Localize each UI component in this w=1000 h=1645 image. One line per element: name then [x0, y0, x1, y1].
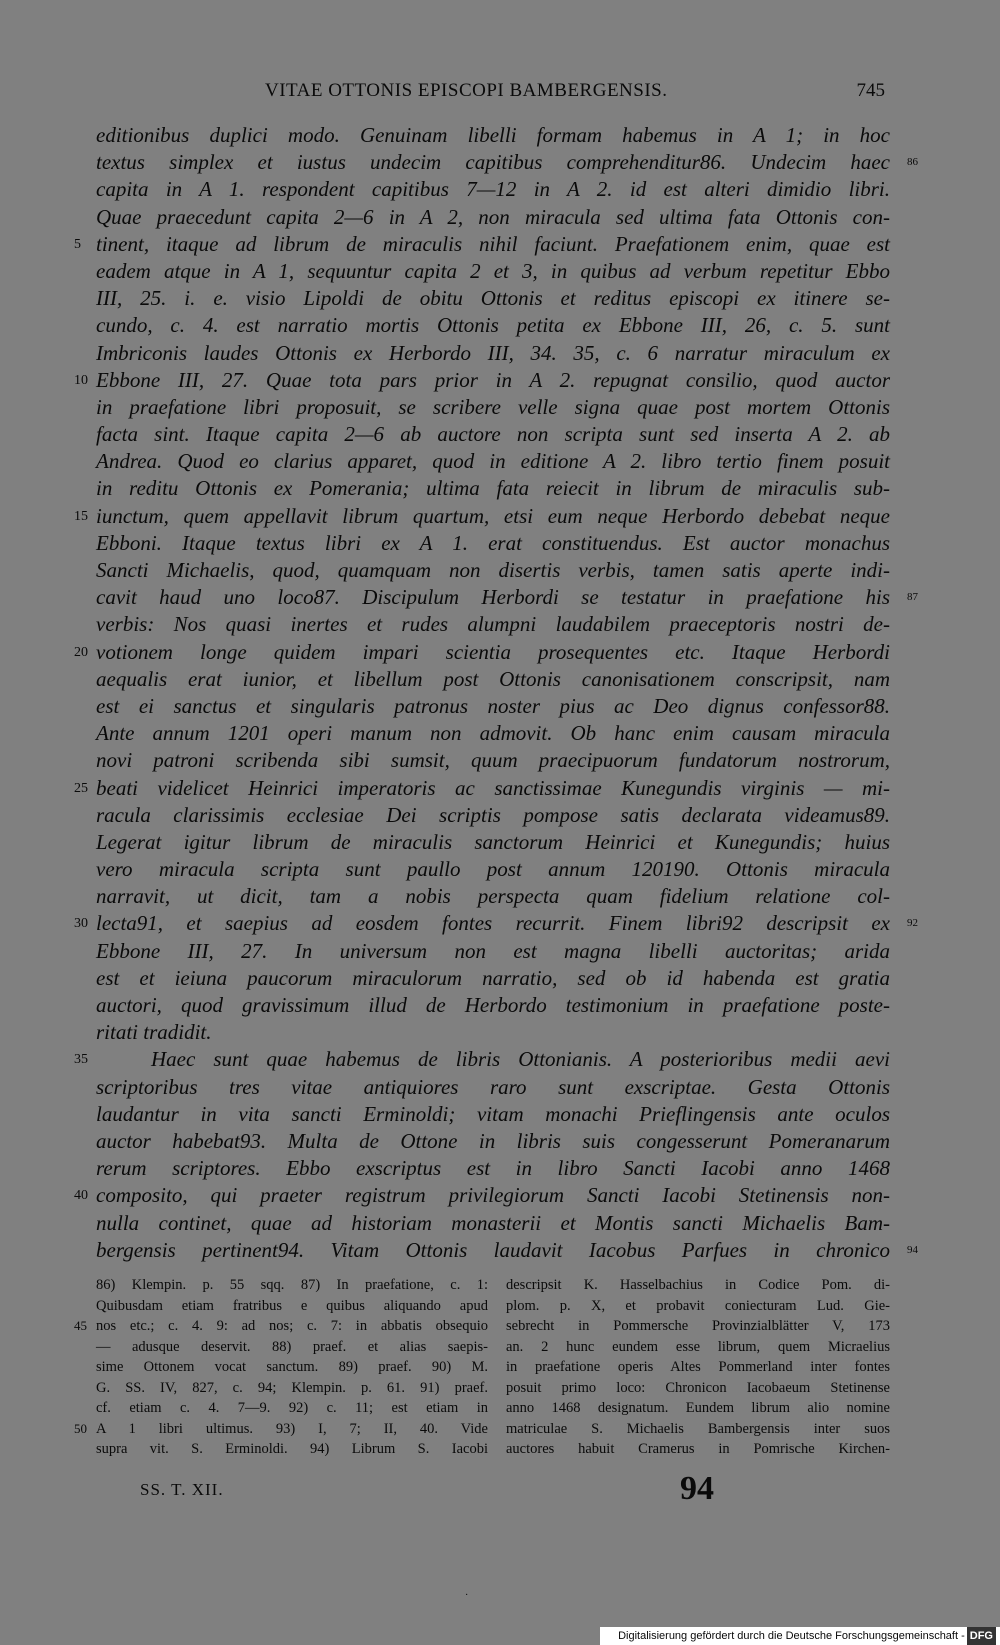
footnote-line [96, 1398, 488, 1419]
line-text: capita in A 1. respondent capitibus 7—12 in A 2. id est alteri dimidio libri. [96, 177, 890, 202]
line-text: Haec sunt quae habemus de libris Ottonianis. A posterioribus medii aevi [151, 1047, 890, 1072]
text-line [96, 176, 890, 203]
line-number: 45 [74, 1318, 87, 1333]
line-number: 5 [74, 236, 81, 252]
footnote-text: Quibusdam etiam fratribus e quibus aliquando apud [96, 1297, 488, 1314]
line-text: votionem longe quidem impari scientia prosequentes etc. Itaque Herbordi [96, 639, 890, 664]
footnote-text: A 1 libri ultimus. 93) I, 7; II, 40. Vide [96, 1420, 488, 1437]
text-line [74, 910, 918, 937]
footnote-text: supra vit. S. Erminoldi. 94) Librum S. Iacobi [96, 1441, 488, 1457]
text-line [96, 149, 918, 176]
text-line [96, 938, 890, 965]
text-line [74, 639, 890, 666]
text-line [96, 856, 890, 883]
page-number: 745 [856, 80, 885, 101]
speck: · [465, 1590, 469, 1601]
line-text: composito, qui praeter registrum privilegiorum Sancti Iacobi Stetinensis non- [96, 1183, 890, 1208]
line-number: 40 [74, 1188, 88, 1204]
line-text: novi patroni scribenda sibi sumsit, quum praecipuorum fundatorum nostrorum, [96, 748, 890, 773]
footnotes [74, 1275, 890, 1475]
line-text: scriptoribus tres vitae antiquiores raro sunt exscriptae. Gesta Ottonis [96, 1074, 890, 1099]
footnote-line [96, 1439, 488, 1460]
text-line [96, 611, 890, 638]
text-line [96, 693, 890, 720]
footnote-line [96, 1357, 488, 1378]
margin-note-number: 86 [907, 156, 918, 169]
line-text: Ebbone III, 27. Quae tota pars prior in A 2. repugnat consilio, quod auctor [96, 367, 890, 392]
text-line [96, 204, 890, 231]
footnote-line: auctores habuit Cramerus in Pomrische Kirchen- [506, 1441, 890, 1457]
line-text: Ebboni. Itaque textus libri ex A 1. erat constituendus. Est auctor monachus [96, 530, 890, 555]
text-line [74, 231, 890, 258]
footnote-line: descripsit K. Hasselbachius in Codice Pom. di- [506, 1277, 890, 1293]
text-line [96, 1019, 890, 1046]
text-line [96, 747, 890, 774]
line-text: facta sint. Itaque capita 2—6 ab auctore non scripta sunt sed inserta A 2. ab [96, 422, 890, 447]
footnote-line: sebrecht in Pommersche Provinzialblätter V, 173 [506, 1318, 890, 1334]
sheet-number: 94 [680, 1470, 714, 1507]
footnote-line [96, 1296, 488, 1317]
text-line [96, 965, 890, 992]
line-text: aequalis erat iunior, et libellum post Ottonis canonisationem conscripsit, nam [96, 666, 890, 691]
line-text: lecta91, et saepius ad eosdem fontes recurrit. Finem libri92 descripsit ex [96, 911, 890, 936]
footnote-line: an. 2 hunc eundem esse librum, quem Micraelius [506, 1338, 890, 1355]
line-text: Sancti Michaelis, quod, quamquam non disertis verbis, tamen satis aperte indi- [96, 558, 890, 582]
line-text: Quae praecedunt capita 2—6 in A 2, non miracula sed ultima fata Ottonis con- [96, 204, 890, 229]
line-text: est ei sanctus et singularis patronus noster pius ac Deo dignus confessor88. [96, 693, 890, 718]
line-text: laudantur in vita sancti Erminoldi; vitam monachi Prieflingensis ante oculos [96, 1101, 890, 1126]
footnote-text: 86) Klempin. p. 55 sqq. 87) In praefatione, c. 1: [96, 1277, 488, 1293]
line-text: iunctum, quem appellavit librum quartum, etsi eum neque Herbordo debebat neque [96, 503, 890, 528]
text-line [96, 992, 890, 1019]
margin-note-number: 87 [907, 591, 918, 604]
line-text: in praefatione libri proposuit, se scribere velle signa quae post mortem Ottonis [96, 394, 890, 419]
footnote-text: cf. etiam c. 4. 7—9. 92) c. 11; est etiam in [96, 1400, 488, 1416]
line-number: 30 [74, 916, 88, 932]
line-number: 35 [74, 1052, 88, 1068]
line-text: Andrea. Quod eo clarius apparet, quod in editione A 2. libro tertio finem posuit [96, 449, 890, 474]
footnote-line [74, 1316, 488, 1337]
footnote-text: nos etc.; c. 4. 9: ad nos; c. 7: in abbatis obsequio [96, 1318, 488, 1334]
text-line [96, 1155, 890, 1182]
text-line [74, 503, 890, 530]
line-text: eadem atque in A 1, sequuntur capita 2 et 3, in quibus ad verbum repetitur Ebbo [96, 258, 890, 283]
line-text: auctor habebat93. Multa de Ottone in libris suis congesserunt Pomeranarum [96, 1128, 890, 1153]
footnote-line: anno 1468 designatum. Eundem librum alio nomine [506, 1400, 890, 1416]
line-text: editionibus duplici modo. Genuinam libelli formam habemus in A 1; in hoc [96, 123, 890, 147]
line-number: 25 [74, 780, 88, 796]
line-text: beati videlicet Heinrici imperatoris ac sanctissimae Kunegundis virginis — mi- [96, 775, 890, 800]
text-line [96, 1128, 890, 1155]
line-text: Ante annum 1201 operi manum non admovit. Ob hanc enim causam miracula [96, 721, 890, 746]
text-line [96, 312, 890, 339]
text-line [96, 1101, 890, 1128]
line-text: Imbriconis laudes Ottonis ex Herbordo III, 34. 35, c. 6 narratur miraculum ex [96, 340, 890, 365]
footnote-line: matriculae S. Michaelis Bambergensis inter suos [506, 1420, 890, 1437]
footer-text: Digitalisierung gefördert durch die Deutsche Forschungsgemeinschaft - [618, 1630, 965, 1642]
text-line [96, 883, 890, 910]
text-line [96, 421, 890, 448]
text-line [96, 122, 890, 149]
text-line [96, 475, 890, 502]
running-header [265, 80, 885, 108]
dfg-logo: DFG [967, 1627, 996, 1645]
text-line [74, 367, 890, 394]
text-line [96, 448, 890, 475]
text-line [96, 258, 890, 285]
footnotes-left-column [74, 1275, 488, 1460]
footnote-text: sime Ottonem vocat sanctum. 89) praef. 90) M. [96, 1359, 488, 1375]
footnote-line [74, 1419, 488, 1440]
text-line [74, 775, 890, 802]
text-line [96, 394, 890, 421]
line-text: ritati tradidit. [96, 1020, 212, 1045]
line-text: vero miracula scripta sunt paullo post annum 120190. Ottonis miracula [96, 857, 890, 882]
line-text: in reditu Ottonis ex Pomerania; ultima fata reiecit in librum de miraculis sub- [96, 476, 890, 501]
text-line [96, 1237, 918, 1264]
signature-mark: SS. T. XII. [140, 1480, 224, 1499]
line-text: Legerat igitur librum de miraculis sanctorum Heinrici et Kunegundis; huius [96, 829, 890, 854]
text-line [96, 720, 890, 747]
margin-note-number: 92 [907, 917, 918, 930]
text-line [96, 340, 890, 367]
footnote-text: G. SS. IV, 827, c. 94; Klempin. p. 61. 91) praef. [96, 1379, 488, 1396]
footnotes-right-column [506, 1275, 890, 1460]
footnote-line: in praefatione operis Altes Pommerland inter fontes [506, 1359, 890, 1375]
text-line [96, 1210, 890, 1237]
line-number: 10 [74, 372, 88, 388]
line-text: verbis: Nos quasi inertes et rudes alumpni laudabilem praeceptoris nostri de- [96, 612, 890, 637]
line-text: racula clarissimis ecclesiae Dei scriptis pompose satis declarata videamus89. [96, 802, 890, 827]
text-line [96, 285, 890, 312]
line-text: rerum scriptores. Ebbo exscriptus est in libro Sancti Iacobi anno 1468 [96, 1156, 890, 1181]
line-number: 50 [74, 1420, 87, 1436]
text-line [96, 584, 918, 611]
line-text: cundo, c. 4. est narratio mortis Ottonis petita ex Ebbone III, 26, c. 5. sunt [96, 313, 890, 338]
line-text: nulla continet, quae ad historiam monasterii et Montis sancti Michaelis Bam- [96, 1210, 890, 1235]
footnote-line [96, 1275, 488, 1296]
footnote-line [96, 1337, 488, 1358]
text-line [96, 530, 890, 557]
text-line [96, 1074, 890, 1101]
text-line [96, 557, 890, 584]
line-text: bergensis pertinent94. Vitam Ottonis laudavit Iacobus Parfues in chronico [96, 1237, 890, 1262]
line-text: narravit, ut dicit, tam a nobis perspecta quam fidelium relatione col- [96, 884, 890, 909]
line-number: 20 [74, 644, 88, 660]
text-line [96, 666, 890, 693]
footnote-line: posuit primo loco: Chronicon Iacobaeum Stetinense [506, 1379, 890, 1396]
line-text: auctori, quod gravissimum illud de Herbordo testimonium in praefatione poste- [96, 993, 890, 1017]
line-text: Ebbone III, 27. In universum non est magna libelli auctoritas; arida [96, 938, 890, 963]
line-text: III, 25. i. e. visio Lipoldi de obitu Ottonis et reditus episcopi ex itinere se- [96, 286, 890, 311]
line-number: 15 [74, 508, 88, 524]
line-text: cavit haud uno loco87. Discipulum Herbordi se testatur in praefatione his [96, 585, 890, 610]
main-text [74, 122, 918, 1264]
footnote-line: plom. p. X, et probavit coniecturam Lud. Gie- [506, 1297, 890, 1314]
running-title: VITAE OTTONIS EPISCOPI BAMBERGENSIS. [265, 80, 668, 101]
text-line [74, 1046, 890, 1073]
footnote-text: — adusque deservit. 88) praef. et alias saepis- [96, 1338, 488, 1355]
text-line [96, 802, 890, 829]
margin-note-number: 94 [907, 1243, 918, 1256]
digitization-footer [600, 1627, 1000, 1645]
line-text: tinent, itaque ad librum de miraculis nihil faciunt. Praefationem enim, quae est [96, 231, 890, 256]
line-text: textus simplex et iustus undecim capitibus comprehenditur86. Undecim haec [96, 150, 890, 175]
footnote-line [96, 1378, 488, 1399]
text-line [74, 1182, 890, 1209]
line-text: est et ieiuna paucorum miraculorum narratio, sed ob id habenda est gratia [96, 965, 890, 990]
text-line [96, 829, 890, 856]
